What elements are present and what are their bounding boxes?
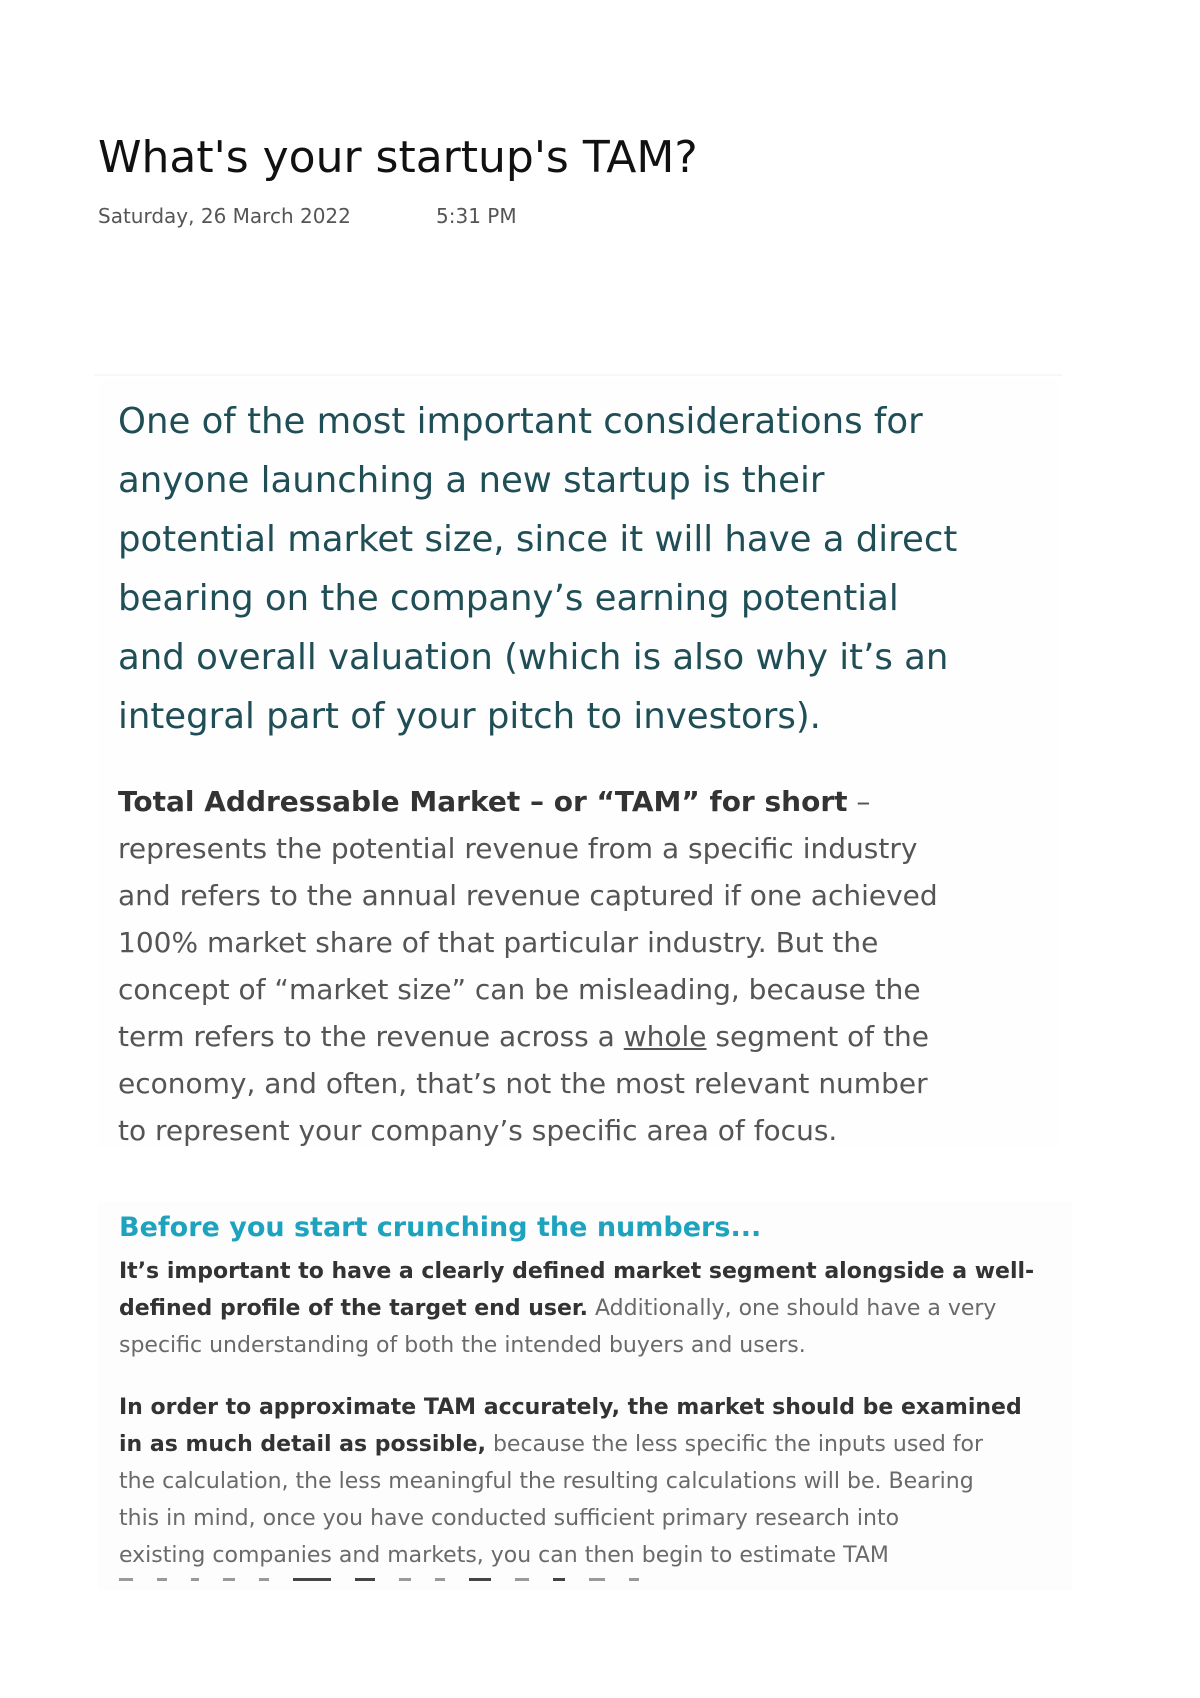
tam-text: term refers to the revenue across a — [118, 1020, 624, 1053]
cropped-glyph — [293, 1578, 331, 1581]
bold-text: in as much detail as possible, — [119, 1432, 486, 1457]
cropped-glyph — [589, 1578, 605, 1581]
tam-line: concept of “market size” can be misleading, because the — [118, 973, 921, 1006]
cropped-glyph — [399, 1578, 411, 1581]
accuracy-paragraph — [119, 1389, 1079, 1574]
intro-line: and overall valuation (which is also why it’s an — [118, 637, 949, 678]
para-text: Additionally, one should have a very — [588, 1296, 997, 1321]
section-heading: Before you start crunching the numbers... — [119, 1212, 762, 1243]
underlined-word: whole — [623, 1020, 707, 1053]
cropped-glyph — [355, 1578, 375, 1581]
tam-line — [118, 778, 1078, 825]
tam-line — [118, 1013, 1078, 1060]
intro-line: One of the most important considerations for — [118, 401, 923, 442]
intro-line: bearing on the company’s earning potential — [118, 578, 899, 619]
segment-paragraph — [119, 1253, 1079, 1364]
para-line: specific understanding of both the intended buyers and users. — [119, 1333, 806, 1358]
page-title: What's your startup's TAM? — [98, 132, 698, 183]
cropped-glyph — [435, 1578, 445, 1581]
cropped-glyph — [223, 1578, 235, 1581]
para-line: this in mind, once you have conducted sufficient primary research into — [119, 1506, 900, 1531]
para-line — [119, 1290, 1079, 1327]
cropped-glyph — [629, 1578, 639, 1581]
tam-text: segment of the — [706, 1020, 929, 1053]
bold-text: In order to approximate TAM accurately, the market should be examined — [119, 1395, 1022, 1420]
cropped-glyph — [157, 1578, 167, 1581]
intro-line: integral part of your pitch to investors). — [118, 696, 821, 737]
note-time: 5:31 PM — [436, 204, 517, 228]
bold-text: It’s important to have a clearly defined market segment alongside a well- — [119, 1259, 1035, 1284]
note-date: Saturday, 26 March 2022 — [98, 204, 351, 228]
tam-line: 100% market share of that particular industry. But the — [118, 926, 879, 959]
cropped-text-line — [119, 1578, 759, 1590]
para-line: existing companies and markets, you can then begin to estimate TAM — [119, 1543, 889, 1568]
intro-line: anyone launching a new startup is their — [118, 460, 825, 501]
tam-line: economy, and often, that’s not the most relevant number — [118, 1067, 928, 1100]
tam-dash: – — [847, 785, 871, 818]
tam-line: to represent your company’s specific area of focus. — [118, 1114, 838, 1147]
cropped-glyph — [119, 1578, 133, 1581]
para-text: because the less specific the inputs used for — [485, 1432, 984, 1457]
para-line — [119, 1253, 1079, 1290]
tam-line: represents the potential revenue from a specific industry — [118, 832, 918, 865]
cropped-glyph — [553, 1578, 565, 1581]
para-line — [119, 1389, 1079, 1426]
tam-definition-paragraph — [118, 778, 1078, 1154]
cropped-glyph — [191, 1578, 199, 1581]
cropped-glyph — [515, 1578, 529, 1581]
intro-paragraph — [118, 392, 1078, 746]
bold-text: defined profile of the target end user. — [119, 1296, 589, 1321]
para-line — [119, 1426, 1079, 1463]
para-line: the calculation, the less meaningful the resulting calculations will be. Bearing — [119, 1469, 974, 1494]
intro-line: potential market size, since it will have a direct — [118, 519, 958, 560]
tam-line: and refers to the annual revenue captured if one achieved — [118, 879, 938, 912]
tam-term-bold: Total Addressable Market – or “TAM” for short — [118, 785, 848, 818]
cropped-glyph — [469, 1578, 491, 1581]
cropped-glyph — [259, 1578, 269, 1581]
